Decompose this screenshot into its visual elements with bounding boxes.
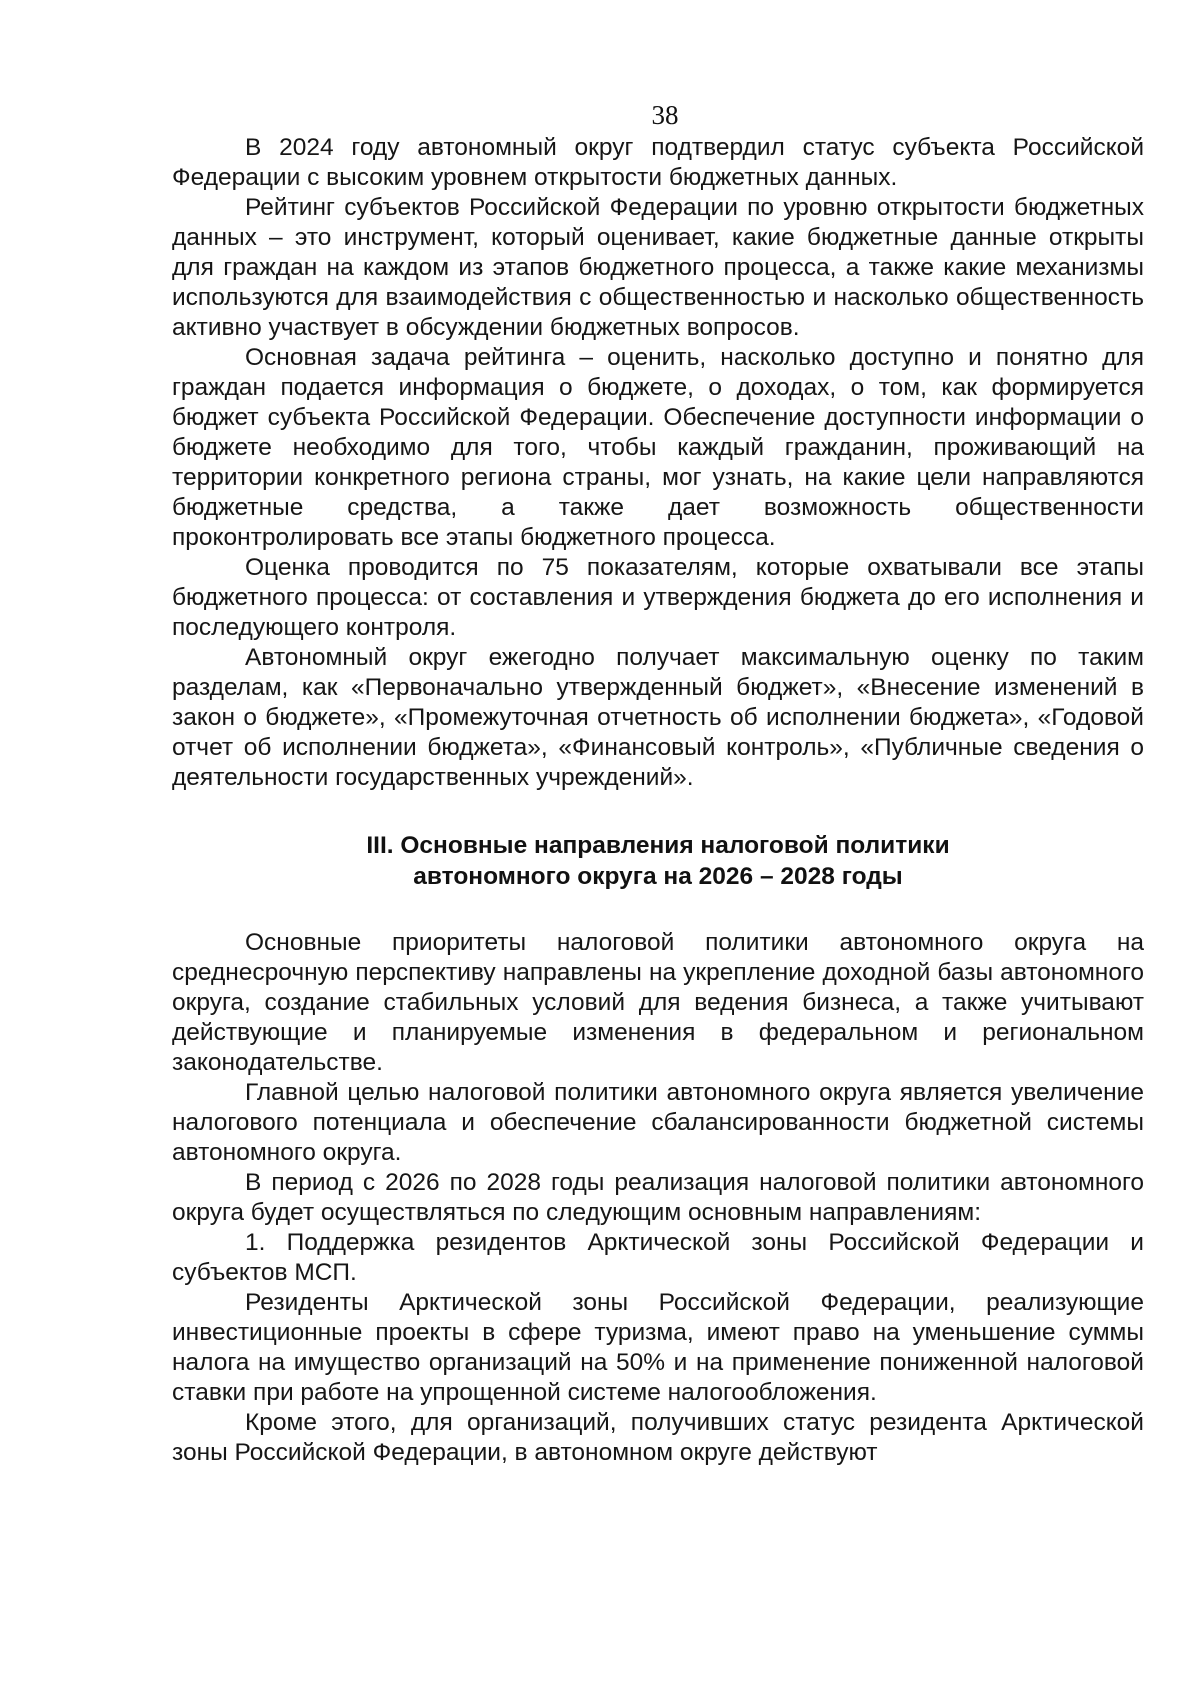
paragraph: Основная задача рейтинга – оценить, насколько доступно и понятно для граждан подается информация о бюджете, о доходах, о том, как формируется бюджет субъекта Российской Федерации. Обеспечение доступности информации о бюджете необходимо для того, чтобы каждый гражданин, проживающий на территории конкретного региона страны, мог узнать, на какие цели направляются бюджетные средства, а также дает возможность общественности проконтролировать все этапы бюджетного процесса. — [172, 344, 1144, 551]
paragraph: Рейтинг субъектов Российской Федерации по уровню открытости бюджетных данных – это инструмент, который оценивает, какие бюджетные данные открыты для граждан на каждом из этапов бюджетного процесса, а также какие механизмы используются для взаимодействия с общественностью и насколько общественность активно участвует в обсуждении бюджетных вопросов. — [172, 194, 1144, 341]
section-heading — [172, 830, 1144, 892]
page-number: 38 — [651, 100, 679, 130]
paragraph: В период с 2026 по 2028 годы реализация налоговой политики автономного округа будет осуществляться по следующим основным направлениям: — [172, 1169, 1144, 1226]
paragraph: Главной целью налоговой политики автономного округа является увеличение налогового потенциала и обеспечение сбалансированности бюджетной системы автономного округа. — [172, 1079, 1144, 1166]
paragraph: Оценка проводится по 75 показателям, которые охватывали все этапы бюджетного процесса: от составления и утверждения бюджета до его исполнения и последующего контроля. — [172, 554, 1144, 641]
paragraph: Резиденты Арктической зоны Российской Федерации, реализующие инвестиционные проекты в сфере туризма, имеют право на уменьшение суммы налога на имущество организаций на 50% и на применение пониженной налоговой ставки при работе на упрощенной системе налогообложения. — [172, 1289, 1144, 1406]
section-heading-line-2: автономного округа на 2026 – 2028 годы — [413, 863, 903, 890]
paragraph: Основные приоритеты налоговой политики автономного округа на среднесрочную перспективу направлены на укрепление доходной базы автономного округа, создание стабильных условий для ведения бизнеса, а также учитывают действующие и планируемые изменения в федеральном и региональном законодательстве. — [172, 929, 1144, 1076]
paragraph: В 2024 году автономный округ подтвердил статус субъекта Российской Федерации с высоким уровнем открытости бюджетных данных. — [172, 134, 1144, 191]
list-item-paragraph: 1. Поддержка резидентов Арктической зоны Российской Федерации и субъектов МСП. — [172, 1229, 1144, 1286]
paragraph: Автономный округ ежегодно получает максимальную оценку по таким разделам, как «Первоначально утвержденный бюджет», «Внесение изменений в закон о бюджете», «Промежуточная отчетность об исполнении бюджета», «Годовой отчет об исполнении бюджета», «Финансовый контроль», «Публичные сведения о деятельности государственных учреждений». — [172, 644, 1144, 791]
paragraph: Кроме этого, для организаций, получивших статус резидента Арктической зоны Российской Федерации, в автономном округе действуют — [172, 1409, 1144, 1466]
section-heading-line-1: III. Основные направления налоговой политики — [366, 832, 950, 859]
page-content — [172, 133, 1144, 1468]
